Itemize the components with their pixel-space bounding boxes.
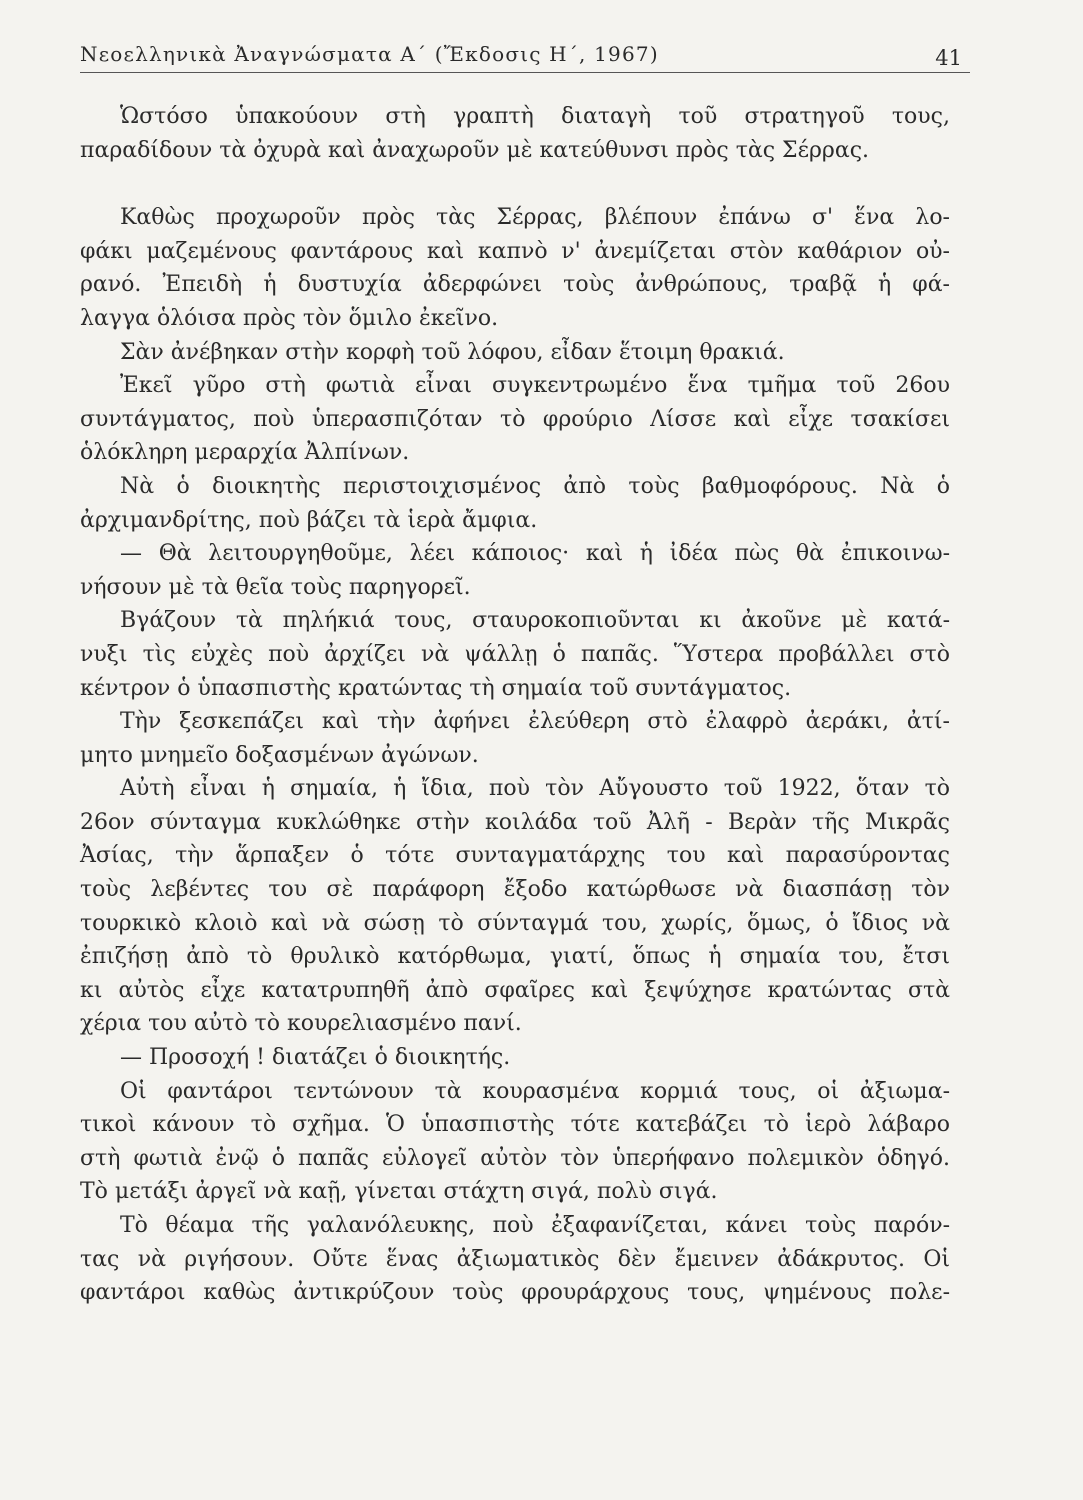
- text-line: Οἱ φαντάροι τεντώνουν τὰ κουρασμένα κορμιά τους, οἱ ἀξιωμα-: [120, 1078, 950, 1104]
- text-line: Αὐτὴ εἶναι ἡ σημαία, ἡ ἴδια, ποὺ τὸν Αὔγουστο τοῦ 1922, ὅταν τὸ: [120, 776, 950, 802]
- text-line: ὁλόκληρη μεραρχία Ἀλπίνων.: [80, 440, 410, 466]
- text-line: 26ον σύνταγμα κυκλώθηκε στὴν κοιλάδα τοῦ Ἀλῆ - Βερὰν τῆς Μικρᾶς: [80, 809, 950, 835]
- running-header: [80, 38, 970, 73]
- text-line: Βγάζουν τὰ πηλήκιά τους, σταυροκοπιοῦνται κι ἀκοῦνε μὲ κατά-: [120, 608, 950, 634]
- text-line: Ὡστόσο ὑπακούουν στὴ γραπτὴ διαταγὴ τοῦ στρατηγοῦ τους,: [120, 104, 950, 129]
- text-line: Νὰ ὁ διοικητὴς περιστοιχισμένος ἀπὸ τοὺς βαθμοφόρους. Νὰ ὁ: [120, 473, 950, 499]
- text-line: νυξι τὶς εὐχὲς ποὺ ἀρχίζει νὰ ψάλλῃ ὁ παπᾶς. Ὕστερα προβάλλει στὸ: [80, 641, 950, 667]
- paragraph-gap: [80, 167, 950, 201]
- text-line: — Θὰ λειτουργηθοῦμε, λέει κάποιος· καὶ ἡ ἰδέα πὼς θὰ ἐπικοινω-: [120, 541, 950, 567]
- text-line: Τὴν ξεσκεπάζει καὶ τὴν ἀφήνει ἐλεύθερη στὸ ἐλαφρὸ ἀεράκι, ἀτί-: [120, 709, 950, 735]
- text-line: Ἐκεῖ γῦρο στὴ φωτιὰ εἶναι συγκεντρωμένο ἕνα τμῆμα τοῦ 26ου: [120, 373, 950, 399]
- book-title: Νεοελληνικὰ Ἀναγνώσματα Α΄ (Ἔκδοσις Η΄, 1967): [80, 42, 659, 66]
- text-line: τουρκικὸ κλοιὸ καὶ νὰ σώσῃ τὸ σύνταγμά του, χωρίς, ὅμως, ὁ ἴδιος νὰ: [80, 910, 950, 936]
- text-line: παραδίδουν τὰ ὀχυρὰ καὶ ἀναχωροῦν μὲ κατεύθυνσι πρὸς τὰς Σέρρας.: [80, 137, 870, 163]
- text-line: φάκι μαζεμένους φαντάρους καὶ καπνὸ ν' ἀνεμίζεται στὸν καθάριον οὐ-: [80, 238, 950, 264]
- text-line: κέντρον ὁ ὑπασπιστὴς κρατώντας τὴ σημαία τοῦ συντάγματος.: [80, 675, 792, 701]
- text-line: τοὺς λεβέντες του σὲ παράφορη ἔξοδο κατώρθωσε νὰ διασπάσῃ τὸν: [80, 877, 950, 903]
- text-line: Ἀσίας, τὴν ἅρπαξεν ὁ τότε συνταγματάρχης του καὶ παρασύροντας: [80, 843, 950, 869]
- text-line: — Προσοχή ! διατάζει ὁ διοικητής.: [120, 1045, 511, 1071]
- text-line: Τὸ μετάξι ἀργεῖ νὰ καῇ, γίνεται στάχτη σιγά, πολὺ σιγά.: [80, 1179, 718, 1205]
- text-line: φαντάροι καθὼς ἀντικρύζουν τοὺς φρουράρχους τους, ψημένους πολε-: [80, 1280, 950, 1306]
- text-line: κι αὐτὸς εἶχε κατατρυπηθῆ ἀπὸ σφαῖρες καὶ ξεψύχησε κρατώντας στὰ: [80, 977, 950, 1003]
- text-line: ἀρχιμανδρίτης, ποὺ βάζει τὰ ἱερὰ ἄμφια.: [80, 507, 538, 533]
- text-line: τικοὶ κάνουν τὸ σχῆμα. Ὁ ὑπασπιστὴς τότε κατεβάζει τὸ ἱερὸ λάβαρο: [80, 1112, 950, 1138]
- text-line: ρανό. Ἐπειδὴ ἡ δυστυχία ἀδερφώνει τοὺς ἀνθρώπους, τραβᾷ ἡ φά-: [80, 272, 950, 298]
- text-line: συντάγματος, ποὺ ὑπερασπιζόταν τὸ φρούριο Λίσσε καὶ εἶχε τσακίσει: [80, 406, 950, 432]
- text-line: ἐπιζήσῃ ἀπὸ τὸ θρυλικὸ κατόρθωμα, γιατί, ὅπως ἡ σημαία του, ἔτσι: [80, 944, 950, 970]
- text-line: λαγγα ὁλόισα πρὸς τὸν ὅμιλο ἐκεῖνο.: [80, 305, 499, 331]
- page-number: 41: [935, 46, 962, 70]
- text-line: νήσουν μὲ τὰ θεῖα τοὺς παρηγορεῖ.: [80, 574, 471, 600]
- text-line: χέρια του αὐτὸ τὸ κουρελιασμένο πανί.: [80, 1011, 522, 1037]
- text-line: Τὸ θέαμα τῆς γαλανόλευκης, ποὺ ἐξαφανίζεται, κάνει τοὺς παρόν-: [120, 1213, 950, 1238]
- text-line: τας νὰ ριγήσουν. Οὔτε ἕνας ἀξιωματικὸς δὲν ἔμεινεν ἀδάκρυτος. Οἱ: [80, 1246, 950, 1272]
- text-line: Σὰν ἀνέβηκαν στὴν κορφὴ τοῦ λόφου, εἶδαν ἕτοιμη θρακιά.: [120, 339, 785, 365]
- body-text: [80, 100, 950, 1310]
- text-line: Καθὼς προχωροῦν πρὸς τὰς Σέρρας, βλέπουν ἐπάνω σ' ἕνα λο-: [120, 205, 950, 231]
- text-line: στὴ φωτιὰ ἐνῷ ὁ παπᾶς εὐλογεῖ αὐτὸν τὸν ὑπερήφανο πολεμικὸν ὁδηγό.: [80, 1145, 950, 1171]
- text-line: μητο μνημεῖο δοξασμένων ἀγώνων.: [80, 742, 479, 768]
